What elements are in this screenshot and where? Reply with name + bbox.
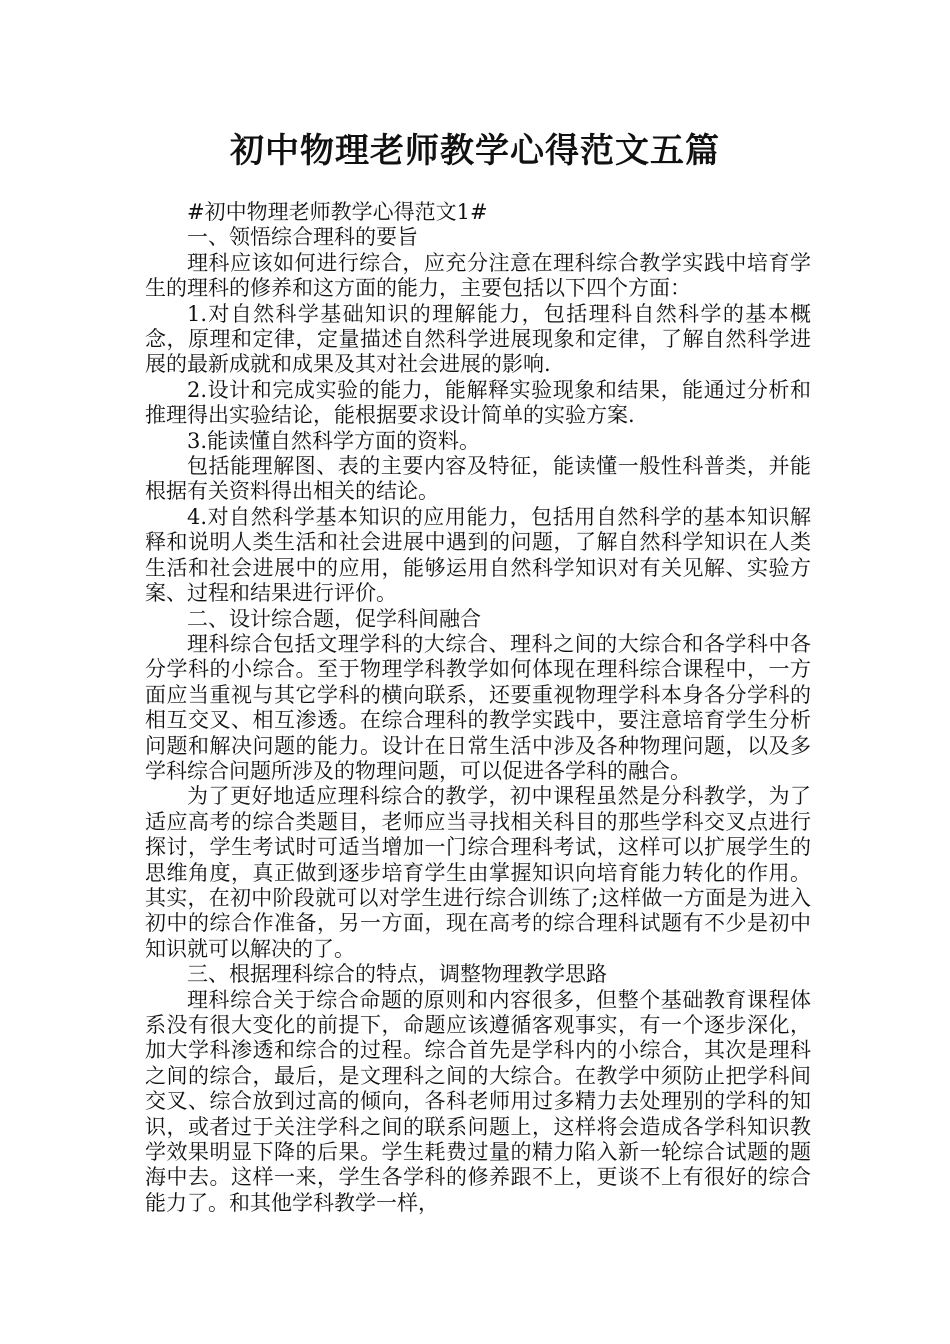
paragraph: 理科综合包括文理学科的大综合、理科之间的大综合和各学科中各分学科的小综合。至于物理学科教学如何体现在理科综合课程中，一方面应当重视与其它学科的横向联系，还要重视物理学科本身各分学科的相互交叉、相互渗透。在综合理科的教学实践中，要注意培育学生分析问题和解决问题的能力。设计在日常生活中涉及各种物理问题，以及多学科综合问题所涉及的物理问题，可以促进各学科的融合。	[145, 631, 811, 783]
paragraph: 理科综合关于综合命题的原则和内容很多，但整个基础教育课程体系没有很大变化的前提下，命题应该遵循客观事实，有一个逐步深化，加大学科渗透和综合的过程。综合首先是学科内的小综合，其次是理科之间的综合，最后，是文理科之间的大综合。在教学中须防止把学科间交叉、综合放到过高的倾向，各科老师用过多精力去处理别的学科的知识，或者过于关注学科之间的联系问题上，这样将会造成各学科知识教学效果明显下降的后果。学生耗费过量的精力陷入新一轮综合试题的题海中去。这样一来，学生各学科的修养跟不上，更谈不上有很好的综合能力了。和其他学科教学一样，	[145, 987, 811, 1215]
paragraph: 为了更好地适应理科综合的教学，初中课程虽然是分科教学，为了适应高考的综合类题目，老师应当寻找相关科目的那些学科交叉点进行探讨，学生考试时可适当增加一门综合理科考试，这样可以扩展学生的思维角度，真正做到逐步培育学生由掌握知识向培育能力转化的作用。其实，在初中阶段就可以对学生进行综合训练了;这样做一方面是为进入初中的综合作准备，另一方面，现在高考的综合理科试题有不少是初中知识就可以解决的了。	[145, 784, 811, 961]
paragraph: 3.能读懂自然科学方面的资料。	[187, 428, 481, 453]
paragraph: 理科应该如何进行综合，应充分注意在理科综合教学实践中培育学生的理科的修养和这方面的能力，主要包括以下四个方面：	[145, 250, 811, 301]
paragraph: 2.设计和完成实验的能力，能解释实验现象和结果，能通过分析和推理得出实验结论，能根据要求设计简单的实验方案.	[145, 377, 811, 428]
section-heading: 三、根据理科综合的特点，调整物理教学思路	[187, 962, 607, 987]
paragraph: 4.对自然科学基本知识的应用能力，包括用自然科学的基本知识解释和说明人类生活和社会进展中遇到的问题，了解自然科学知识在人类生活和社会进展中的应用，能够运用自然科学知识对有关见解、实验方案、过程和结果进行评价。	[145, 504, 811, 606]
paragraph: #初中物理老师教学心得范文1#	[187, 200, 488, 224]
paragraph: 包括能理解图、表的主要内容及特征，能读懂一般性科普类，并能根据有关资料得出相关的结论。	[145, 454, 811, 504]
document-title: 初中物理老师教学心得范文五篇	[230, 131, 720, 171]
section-heading: 二、设计综合题，促学科间融合	[187, 606, 481, 631]
section-heading: 一、领悟综合理科的要旨	[187, 225, 418, 250]
paragraph: 1.对自然科学基础知识的理解能力，包括理科自然科学的基本概念，原理和定律，定量描述自然科学进展现象和定律，了解自然科学进展的最新成就和成果及其对社会进展的影响.	[145, 301, 811, 377]
document-body	[145, 200, 811, 1216]
